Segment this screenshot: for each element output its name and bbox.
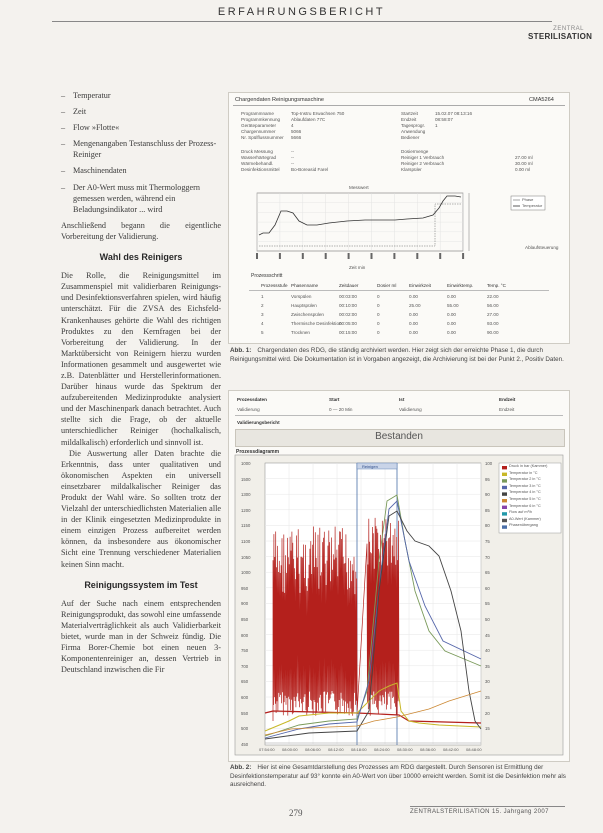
fig1-xlabel: Zeit min: [349, 265, 366, 270]
meta-value: 5666: [291, 135, 302, 140]
logo-line1: ZENTRAL: [553, 26, 584, 32]
meta-value: --: [291, 155, 295, 160]
meta-value: --: [291, 149, 295, 154]
y-tick-right: 35: [485, 663, 490, 669]
y-tick-right: 25: [485, 695, 490, 700]
y-tick-right: 40: [485, 648, 490, 654]
section-heading: Reinigungssystem im Test: [84, 579, 198, 590]
list-item: – Maschinendaten: [61, 165, 221, 176]
y-tick-right: 95: [485, 476, 490, 482]
x-tick: 07:54:00: [259, 747, 275, 752]
x-tick: 08:48:00: [466, 747, 482, 752]
table-cell: 00:02:00: [339, 312, 357, 317]
phase-label: Reinigen: [362, 464, 378, 469]
table-header: Zeitdauer: [339, 283, 359, 288]
y-tick-left: 800: [241, 632, 249, 638]
x-tick: 08:36:00: [420, 747, 436, 752]
page-number: 279: [289, 808, 303, 818]
legend-entry: Temperatur 3 in °C: [509, 483, 541, 488]
caption-text: Chargendaten des RDG, die ständig archiviert werden. Hier zeigt sich der erreichte Phase 1, die durch Reinigungsmittel wird. Die Dokumentation ist in Vorgaben angezeigt, die Archivierung ist bei der Punkt 2., Positiv Daten.: [230, 347, 564, 363]
table-cell: Trocknen: [291, 330, 310, 335]
table-cell: 2: [261, 303, 264, 308]
meta-value: 15.02.07 08:13:16: [435, 111, 473, 116]
caption-label: Abb. 1:: [230, 347, 252, 354]
table-cell: 90.00: [487, 330, 499, 335]
legend-entry: Phasenübergang: [509, 523, 538, 528]
y-tick-right: 50: [485, 617, 490, 622]
meta-label: Programmname: [241, 111, 274, 116]
header-label: Start: [329, 397, 340, 402]
y-tick-left: 1000: [241, 570, 251, 576]
y-tick-left: 850: [241, 617, 249, 622]
header-value: Validierung: [237, 407, 260, 412]
table-cell: 5: [261, 330, 264, 335]
meta-value: 4: [291, 123, 294, 128]
y-tick-left: 750: [241, 648, 249, 654]
table-cell: 1: [261, 294, 264, 299]
paragraph: Anschließend begann die eigentliche Vorbereitung der Validierung.: [61, 220, 221, 241]
table-cell: 0: [377, 312, 380, 317]
meta-label: Endzeit: [401, 117, 417, 122]
journal-footer: ZENTRALSTERILISATION 15. Jahrgang 2007: [410, 806, 565, 815]
x-tick: 08:06:00: [305, 747, 321, 752]
table-cell: 0.00: [447, 321, 456, 326]
fig1-title: Chargendaten Reinigungsmaschine: [235, 97, 324, 103]
fig1-code: CMA5264: [529, 97, 554, 103]
y-tick-right: 65: [485, 570, 490, 576]
y-tick-left: 700: [241, 663, 249, 669]
y-tick-right: 15: [485, 726, 490, 732]
table-cell: 0: [377, 330, 380, 335]
header-label: Endzeit: [499, 397, 516, 402]
table-header: Einwirktemp.: [447, 283, 474, 288]
table-cell: 27.00: [487, 312, 499, 317]
x-tick: 08:30:00: [397, 747, 413, 752]
meta-value: Ablaufdaten 77C: [291, 117, 326, 122]
y-tick-left: 1000: [241, 461, 251, 466]
table-cell: 0: [377, 294, 380, 299]
meta-label: Geräteparameter: [241, 123, 276, 128]
table-rule: [249, 290, 549, 291]
fig2-panel-label: Prozessdiagramm: [236, 449, 280, 455]
table-cell: 4: [261, 321, 264, 326]
table-cell: 22.00: [487, 294, 499, 299]
meta-label: Bediener: [401, 135, 420, 140]
table-cell: 0.00: [409, 321, 418, 326]
meta-label: Programmkennung: [241, 117, 281, 122]
y-tick-left: 1150: [241, 523, 251, 529]
legend-entry: Temperatur 4 in °C: [509, 490, 541, 495]
logo-line2: STERILISATION: [528, 32, 593, 41]
fig1-legend-temperature: Temperatur: [522, 203, 543, 208]
figure-1-caption: [230, 347, 575, 364]
table-cell: 56.00: [487, 303, 499, 308]
meta-label: Startzeit: [401, 111, 418, 116]
legend-entry: A0-Wert (Kammer): [509, 516, 541, 521]
header-label: Validierungsbericht: [237, 420, 280, 425]
table-cell: 0.00: [409, 312, 418, 317]
y-tick-right: 85: [485, 507, 490, 513]
table-cell: 00:03:00: [339, 294, 357, 299]
meta-value: 30.00 ml: [515, 161, 533, 166]
y-tick-left: 1300: [241, 492, 251, 498]
running-header: ERFAHRUNGSBERICHT: [217, 6, 386, 18]
fig1-chart: [229, 93, 569, 343]
table-cell: 25.00: [409, 303, 421, 308]
y-tick-left: 650: [241, 679, 249, 685]
header-value: Endzeit: [499, 407, 515, 412]
legend-entry: Temperatur in °C: [509, 470, 538, 475]
fig1-temperature-line: [259, 196, 461, 235]
y-tick-left: 1200: [241, 507, 251, 513]
figure-2-caption: [230, 764, 575, 790]
meta-label: Wasserhärtegrad: [241, 155, 277, 160]
list-item: – Flow »Flotte«: [61, 122, 221, 133]
table-cell: 3: [261, 312, 264, 317]
meta-label: Chargennummer: [241, 129, 276, 134]
meta-value: Bo-Boreasid Farel: [291, 167, 329, 172]
fig1-status: Ablaufsteuerung: [525, 245, 559, 250]
meta-value: Top-Instru Erwachsen 750: [291, 111, 345, 116]
fig1-phase-line: [259, 204, 461, 246]
list-item: – Zeit: [61, 106, 221, 117]
meta-label: Dosiermenge: [401, 149, 429, 154]
y-tick-left: 1500: [241, 476, 251, 482]
legend-entry: Temperatur 6 in °C: [509, 503, 541, 508]
y-tick-right: 45: [485, 632, 490, 638]
table-cell: 0.00: [447, 330, 456, 335]
table-header: Temp. °C: [487, 283, 506, 288]
header-label: Prozessdaten: [237, 397, 267, 402]
y-tick-right: 55: [485, 601, 490, 607]
meta-label: Druck Messung: [241, 149, 273, 154]
caption-label: Abb. 2:: [230, 764, 252, 771]
table-cell: 0.00: [447, 294, 456, 299]
y-tick-left: 500: [241, 726, 249, 732]
table-cell: 00:10:00: [339, 303, 357, 308]
header-rule: [52, 21, 552, 22]
meta-value: 27.00 ml: [515, 155, 533, 160]
meta-label: Desinfektionsmittel: [241, 167, 280, 172]
table-cell: 55.00: [447, 303, 459, 308]
table-cell: 0.00: [447, 312, 456, 317]
table-cell: 0: [377, 321, 380, 326]
meta-label: Reiniger 1 Verbrauch: [401, 155, 445, 160]
table-cell: 0.00: [409, 330, 418, 335]
table-cell: 00:05:00: [339, 321, 357, 326]
table-cell: Zwischenspülen: [291, 312, 324, 317]
requirements-list: [61, 90, 221, 215]
y-tick-left: 450: [241, 741, 249, 747]
text-column: [61, 90, 221, 675]
y-tick-left: 1050: [241, 554, 251, 560]
y-tick-left: 950: [241, 585, 249, 591]
list-item: – Mengenangaben Testanschluss der Prozess-Reiniger: [61, 138, 221, 160]
meta-label: Nr. Spülflussnummer: [241, 135, 284, 140]
fig1-legend-phase: Phase: [522, 197, 534, 202]
meta-value: 0.00 ml: [515, 167, 531, 172]
y-tick-right: 75: [485, 539, 490, 544]
paragraph: Die Auswertung aller Daten brachte die Erkenntnis, dass unter qualitativen und ökonomischen Aspekten ein universell einsetzbarer mildalkalischer Reiniger das Produkt der Wahl wäre. So sollten trotz der Vielzahl der unterschiedlichsten Materialien alle in der Klinik eingesetzten Medizinprodukte in einem einzigen Prozess aufbereitet werden können, da insbesondere aus ökonomischer Sicht eine Trennung verschiedener Materialien keinen Sinn macht.: [61, 448, 221, 569]
table-cell: 00:15:00: [339, 330, 357, 335]
x-tick: 08:18:00: [351, 747, 367, 752]
list-item: – Temperatur: [61, 90, 221, 101]
y-tick-right: 80: [485, 523, 490, 529]
table-header: Einwirkzeit: [409, 283, 431, 288]
meta-value: 5066: [291, 129, 302, 134]
y-tick-left: 600: [241, 695, 249, 700]
section-heading: Wahl des Reinigers: [99, 252, 183, 263]
meta-value: --: [291, 161, 295, 166]
table-cell: 0.00: [409, 294, 418, 299]
x-tick: 08:12:00: [328, 747, 344, 752]
legend-entry: Druck in bar (Kammer): [509, 464, 548, 468]
legend-entry: Flow auf m³/h: [509, 510, 532, 515]
caption-text: Hier ist eine Gesamtdarstellung des Prozesses am RDG dargestellt. Durch Sensoren ist Ermittlung der Desinfektionstemperatur auf 93° konnte ein A0-Wert von über 10000 erreicht werden. Somit ist die Desinfektion mehr als ausreichend.: [230, 764, 566, 789]
table-header: Prozessstufe: [261, 283, 288, 288]
table-cell: Vorspülen: [291, 294, 312, 299]
table-header: Dosier ml: [377, 283, 397, 288]
figure-2-process-diagram: [228, 390, 570, 762]
meta-value: 08:58:07: [435, 117, 453, 122]
fig2-chart: [229, 391, 569, 761]
paragraph: Die Rolle, die Reinigungsmittel im Zusammenspiel mit validierbaren Reinigungs- und Desinfektionsverfahren spielen, wird häufig unterschätzt. Für die ZVSA des Eichsfeld-Krankenhauses gehörte die Wahl des richtigen Produktes zu den Kernfragen bei der Vorbereitung der Validierung. In der Marktübersicht von Reinigern hierzu wurden Informationen gesammelt und ausgewertet wie z.B. Datenblätter und Herstellerinformationen. Darüber hinaus wurde das Spektrum der aufzubereitenden Medizinprodukte analysiert und der Maschinenpark danach betrachtet. Auch stellte sich die Frage, ob der aktuelle unterschiedlicher Reiniger (hochalkalisch, mildalkalisch) erforderlich und sinnvoll ist.: [61, 271, 221, 447]
legend-entry: Temperatur 5 in °C: [509, 497, 541, 501]
table-cell: 93.00: [487, 321, 499, 326]
fig1-table-title: Prozessschritt: [251, 273, 283, 279]
y-tick-right: 60: [485, 585, 490, 591]
x-tick: 08:42:00: [443, 747, 459, 752]
fig1-chart-label: Messwert: [349, 185, 369, 190]
paragraph: Auf der Suche nach einem entsprechenden Reinigungsprodukt, das sowohl eine umfassende Materialverträglichkeit als auch Validierbarkeit bietet, wurde man in der Schweiz fündig. Die Firma Borer-Chemie bot einen neuen 3-Komponentenreiniger an, dessen Vertrieb in Deutschland inzwischen die Fir: [61, 598, 221, 675]
header-value: Validierung: [399, 407, 422, 412]
x-tick: 08:24:00: [374, 747, 390, 752]
legend-entry: Temperatur 2 in °C: [509, 477, 541, 482]
header-value: 0 — 20 Min: [329, 407, 353, 412]
meta-label: Reiniger 2 Verbrauch: [401, 161, 445, 166]
y-tick-left: 1100: [241, 539, 251, 544]
y-tick-left: 550: [241, 710, 249, 716]
table-header: Phasenname: [291, 283, 319, 288]
y-tick-left: 900: [241, 601, 249, 607]
table-cell: Hauptspülen: [291, 303, 317, 308]
meta-label: Tagesprogr.: [401, 123, 426, 128]
y-tick-right: 100: [485, 461, 493, 466]
table-cell: Thermische Desinfektion: [291, 321, 342, 326]
y-tick-right: 20: [485, 710, 490, 716]
meta-label: Wärmebehandl.: [241, 161, 274, 166]
list-item: – Der A0-Wert muss mit Thermologgern gemessen werden, während ein Beladungsindikator ... wird: [61, 182, 221, 215]
y-tick-right: 90: [485, 492, 490, 498]
header-label: Ist: [399, 397, 405, 402]
y-tick-right: 30: [485, 679, 490, 685]
journal-logo: [528, 26, 593, 41]
meta-label: Anwendung: [401, 129, 426, 134]
meta-value: 1: [435, 123, 438, 128]
figure-1-charge-report: [228, 92, 570, 344]
y-tick-right: 70: [485, 554, 490, 560]
fig2-result: Bestanden: [375, 431, 423, 442]
meta-label: Klarspüler: [401, 167, 422, 172]
x-tick: 08:00:00: [282, 747, 298, 752]
table-cell: 0: [377, 303, 380, 308]
